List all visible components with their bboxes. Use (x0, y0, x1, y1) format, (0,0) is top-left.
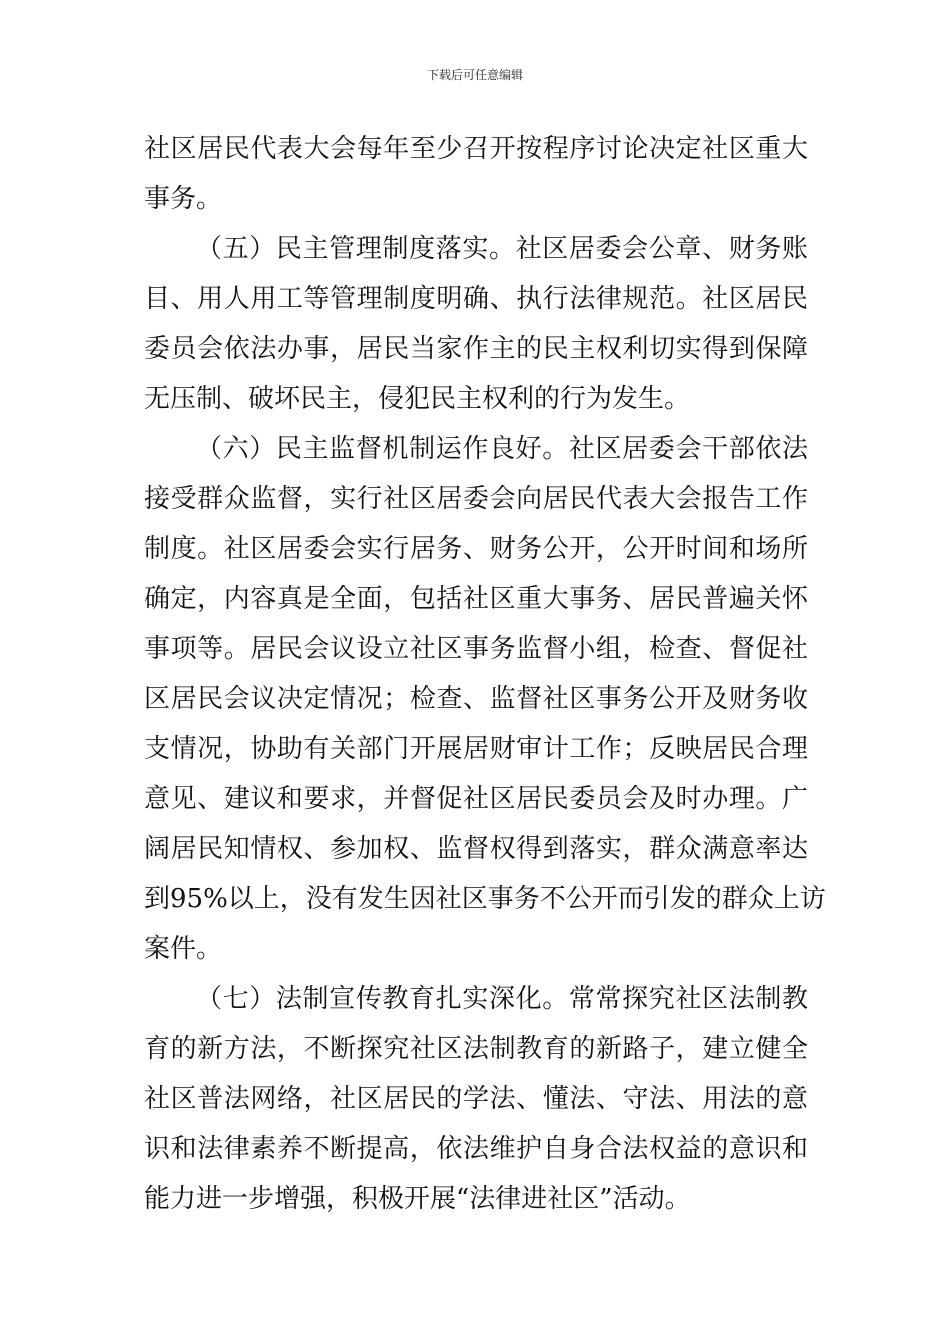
page-header-note: 下载后可任意编辑 (426, 68, 523, 82)
text-line: 到95%以上，没有发生因社区事务不公开而引发的群众上访 (144, 884, 826, 914)
text-line: 识和法律素养不断提高，依法维护自身合法权益的意识和 (144, 1134, 808, 1164)
document-body (144, 124, 826, 1224)
text-line: 社区普法网络，社区居民的学法、懂法、守法、用法的意 (144, 1084, 808, 1114)
text-line: 案件。 (144, 934, 223, 964)
text-line: 社区居民代表大会每年至少召开按程序讨论决定社区重大 (144, 134, 808, 164)
text-line: 目、用人用工等管理制度明确、执行法律规范。社区居民 (144, 284, 808, 314)
text-line: 制度。社区居委会实行居务、财务公开，公开时间和场所 (144, 534, 808, 564)
text-line: 确定，内容真是全面，包括社区重大事务、居民普遍关怀 (144, 584, 808, 614)
text-line: 委员会依法办事，居民当家作主的民主权利切实得到保障 (144, 334, 808, 364)
text-line: 意见、建议和要求，并督促社区居民委员会及时办理。广 (144, 784, 808, 814)
text-line: 接受群众监督，实行社区居委会向居民代表大会报告工作 (144, 484, 808, 514)
text-line: 能力进一步增强，积极开展“法律进社区”活动。 (144, 1184, 691, 1214)
text-line: （六）民主监督机制运作良好。社区居委会干部依法 (196, 434, 808, 464)
text-line: 区居民会议决定情况；检查、监督社区事务公开及财务收 (144, 684, 808, 714)
text-line: 支情况，协助有关部门开展居财审计工作；反映居民合理 (144, 734, 808, 764)
text-line: 事务。 (144, 184, 223, 214)
text-line: （五）民主管理制度落实。社区居委会公章、财务账 (196, 234, 808, 264)
text-line: 阔居民知情权、参加权、监督权得到落实，群众满意率达 (144, 834, 808, 864)
text-line: 无压制、破坏民主，侵犯民主权利的行为发生。 (144, 384, 691, 414)
text-line: 育的新方法，不断探究社区法制教育的新路子，建立健全 (144, 1034, 808, 1064)
text-line: （七）法制宣传教育扎实深化。常常探究社区法制教 (196, 984, 808, 1014)
text-line: 事项等。居民会议设立社区事务监督小组，检查、督促社 (144, 634, 808, 664)
